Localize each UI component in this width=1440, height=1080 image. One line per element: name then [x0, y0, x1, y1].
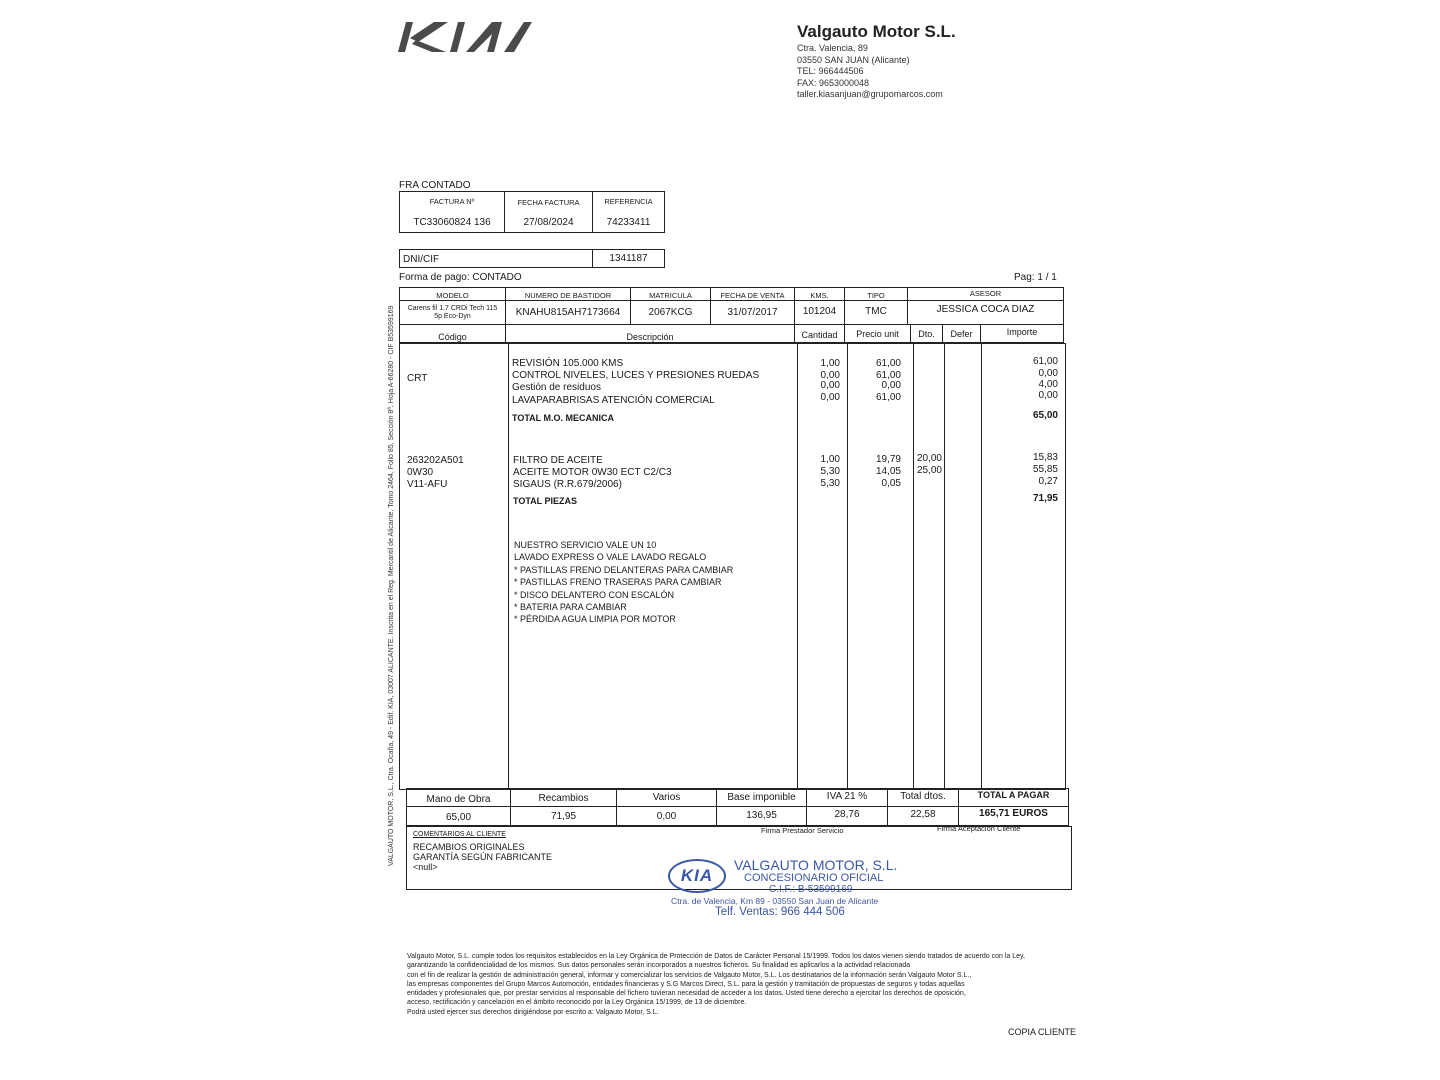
- line-price: 61,00: [875, 392, 901, 403]
- part-price: 14,05: [875, 466, 901, 477]
- legal-line: las empresas componentes del Grupo Marcos Automoción, entidades financieras y S.G Marcos Direct, S.L. para la gestión y tramitación de propuestas de seguros y todas aquellas: [407, 980, 965, 988]
- comments-label: COMENTARIOS AL CLIENTE: [413, 831, 506, 838]
- labour-total-value: 65,00: [1032, 410, 1058, 421]
- total-header-dtos: Total dtos.: [900, 791, 946, 802]
- note-line: * BATERIA PARA CAMBIAR: [514, 602, 627, 613]
- col-importe: Importe: [1006, 327, 1038, 337]
- part-amount: 55,85: [1032, 464, 1058, 475]
- col-bastidor: NUMERO DE BASTIDOR: [524, 291, 612, 300]
- col-kms: KMS.: [810, 291, 829, 300]
- stamp-name: VALGAUTO MOTOR, S.L.: [734, 857, 898, 873]
- line-desc: Gestión de residuos: [512, 382, 601, 393]
- col-asesor: ASESOR: [969, 289, 1002, 298]
- firma-prestador: Firma Prestador Servicio: [761, 826, 844, 835]
- part-desc: FILTRO DE ACEITE: [513, 455, 603, 466]
- parts-total-value: 71,95: [1032, 493, 1058, 504]
- legal-line: entidades y profesionales que, por prestar servicios al responsable del fichero tuvieran necesidad de acceder a los datos. Usted tiene derecho a ejercitar los derechos de oposición,: [407, 990, 966, 998]
- part-amount: 15,83: [1032, 452, 1058, 463]
- stamp-cif: C.I.F.: B-53599169: [769, 884, 853, 895]
- part-price: 19,79: [875, 454, 901, 465]
- line-qty: 0,00: [820, 392, 840, 403]
- note-line: * PASTILLAS FRENO DELANTERAS PARA CAMBIAR: [514, 564, 734, 575]
- part-code: 0W30: [407, 467, 434, 478]
- part-qty: 5,30: [820, 478, 840, 489]
- col-cantidad: Cantidad: [801, 330, 838, 340]
- total-varios: 0,00: [656, 811, 677, 822]
- labour-code: CRT: [407, 373, 428, 384]
- vehicle-sale-date: 31/07/2017: [727, 307, 778, 318]
- vehicle-advisor: JESSICA COCA DIAZ: [936, 304, 1035, 315]
- dealer-stamp: [664, 855, 924, 921]
- address-line: FAX: 9653000048: [797, 77, 870, 88]
- company-name: Valgauto Motor S.L.: [797, 22, 956, 41]
- kia-logo: [396, 14, 536, 56]
- total-pagar: 165,71 EUROS: [979, 808, 1048, 819]
- stamp-kia-logo: [668, 859, 726, 893]
- comment-line: GARANTÍA SEGÚN FABRICANTE: [413, 852, 553, 862]
- line-amount: 0,00: [1038, 368, 1058, 379]
- part-code: V11-AFU: [407, 479, 448, 490]
- part-price: 0,05: [881, 478, 901, 489]
- company-address: [797, 43, 943, 101]
- vehicle-plate: 2067KCG: [648, 307, 693, 318]
- part-amount: 0,27: [1038, 476, 1058, 487]
- total-iva: 28,76: [834, 809, 860, 820]
- header-fecha: FECHA FACTURA: [517, 198, 580, 207]
- header-referencia: REFERENCIA: [604, 197, 653, 206]
- payment-method: Forma de pago: CONTADO: [399, 272, 522, 283]
- page-number: Pag: 1 / 1: [1014, 272, 1057, 283]
- labour-line: [512, 390, 1062, 407]
- note-line: * PASTILLAS FRENO TRASERAS PARA CAMBIAR: [514, 577, 722, 588]
- comment-line: RECAMBIOS ORIGINALES: [413, 842, 525, 852]
- labour-total-label: TOTAL M.O. MECANICA: [512, 413, 614, 423]
- legal-line: garantizando la confidencialidad de los mismos. Sus datos personales serán incorporados a nuestros ficheros. Su finalidad es aplicarlos a la actividad relacionada: [407, 962, 911, 970]
- legal-text: [407, 952, 1025, 1017]
- stamp-address: Ctra. de Valencia, Km 89 - 03550 San Juan de Alicante: [671, 896, 879, 906]
- col-matricula: MATRICULA: [649, 291, 692, 300]
- address-line: TEL: 966444506: [797, 66, 864, 76]
- total-header-recambios: Recambios: [538, 793, 589, 804]
- note-line: LAVADO EXPRESS O VALE LAVADO REGALO: [514, 552, 707, 563]
- firma-aceptacion: Firma Aceptación Cliente: [937, 824, 1021, 833]
- part-dto: 20,00: [916, 453, 942, 464]
- invoice-reference: 74233411: [606, 217, 651, 228]
- col-dto: Dto.: [918, 329, 935, 339]
- part-dto: 25,00: [916, 465, 942, 476]
- total-dtos: 22,58: [910, 809, 936, 820]
- client-comments: [413, 842, 552, 872]
- col-defer: Defer: [950, 329, 973, 339]
- line-qty: 1,00: [820, 358, 840, 369]
- line-amount: 0,00: [1038, 390, 1058, 401]
- address-line: taller.kiasanjuan@grupomarcos.com: [797, 89, 943, 99]
- parts-line: [407, 452, 1062, 467]
- part-qty: 1,00: [820, 454, 840, 465]
- legal-line: Valgauto Motor, S.L. cumple todos los requisitos establecidos en la Ley Orgánica de Protección de Datos de Carácter Personal 15/1999. Todos los datos vienen siendo tratados de acuerdo con la Ley,: [407, 953, 1025, 960]
- line-desc: LAVAPARABRISAS ATENCIÓN COMERCIAL: [512, 395, 715, 406]
- vehicle-model-2: 5p Eco-Dyn: [434, 313, 471, 320]
- dni-value: 1341187: [609, 253, 648, 264]
- total-recambios: 71,95: [550, 811, 577, 822]
- total-mano: 65,00: [445, 812, 472, 823]
- line-price: 61,00: [875, 358, 901, 369]
- note-line: * PÉRDIDA AGUA LIMPIA POR MOTOR: [514, 614, 676, 625]
- line-desc: CONTROL NIVELES, LUCES Y PRESIONES RUEDAS: [512, 370, 760, 381]
- invoice-date: 27/08/2024: [523, 217, 574, 228]
- note-line: NUESTRO SERVICIO VALE UN 10: [514, 540, 657, 550]
- part-code: 263202A501: [407, 455, 464, 466]
- vehicle-vin: KNAHU815AH7173664: [515, 307, 621, 318]
- stamp-subtitle: CONCESIONARIO OFICIAL: [744, 872, 884, 884]
- part-desc: ACEITE MOTOR 0W30 ECT C2/C3: [513, 467, 672, 478]
- invoice-type: FRA CONTADO: [399, 180, 471, 191]
- stamp-logo-text: KIA: [680, 866, 714, 885]
- comment-line: <null>: [413, 862, 438, 872]
- copy-label: COPIA CLIENTE: [1008, 1027, 1077, 1037]
- line-qty: 0,00: [820, 380, 840, 391]
- legal-line: Podrá usted ejercer sus derechos dirigiéndose por escrito a: Valgauto Motor, S.L.: [407, 1008, 659, 1016]
- parts-line: [407, 476, 1062, 491]
- address-line: 03550 SAN JUAN (Alicante): [797, 54, 910, 65]
- stamp-phone: Telf. Ventas: 966 444 506: [715, 906, 845, 918]
- note-line: * DISCO DELANTERO CON ESCALÓN: [514, 589, 675, 600]
- col-descripcion: Descripción: [626, 332, 674, 342]
- col-precio: Precio unit: [856, 329, 899, 339]
- dni-label: DNI/CIF: [403, 254, 440, 265]
- col-fecha-venta: FECHA DE VENTA: [720, 291, 785, 300]
- col-modelo: MODELO: [436, 291, 469, 300]
- total-header-varios: Varios: [652, 792, 681, 803]
- total-header-pagar: TOTAL A PAGAR: [977, 790, 1050, 800]
- total-header-mano: Mano de Obra: [426, 794, 491, 805]
- legal-line: acceso, rectificación y cancelación en el ámbito reconocido por la Ley Orgánica 15/1999, de 13 de diciembre.: [407, 999, 747, 1007]
- line-price: 61,00: [875, 370, 901, 381]
- parts-line: [407, 464, 1062, 479]
- total-header-iva: IVA 21 %: [826, 791, 868, 802]
- header-factura: FACTURA Nº: [429, 197, 475, 206]
- vehicle-model-1: Carens fil 1.7 CRDi Tech 115: [407, 305, 498, 312]
- vehicle-kms: 101204: [802, 306, 837, 317]
- part-desc: SIGAUS (R.R.679/2006): [513, 479, 622, 490]
- address-line: Ctra. Valencia, 89: [797, 43, 868, 53]
- part-qty: 5,30: [820, 466, 840, 477]
- parts-total-label: TOTAL PIEZAS: [513, 496, 578, 506]
- line-qty: 0,00: [820, 370, 840, 381]
- col-tipo: TIPO: [867, 291, 885, 300]
- line-desc: REVISIÓN 105.000 KMS: [512, 358, 624, 369]
- registry-side-text: VALGAUTO MOTOR, S.L., Ctra. Ocaña, 49 - Edif. KIA, 03007 ALICANTE. Inscrita en el Reg. Mercantil de Alicante, Tomo 2464, Folio 85, Sección 8ª, Hoja A-66280 - CIF B53599169: [388, 305, 395, 866]
- invoice-number: TC33060824 136: [413, 217, 491, 228]
- total-base: 136,95: [746, 810, 777, 821]
- total-header-base: Base imponible: [727, 792, 796, 803]
- legal-line: con el fin de realizar la gestión de administración general, informar y comercializar los servicios de Valgauto Motor, S.L. Los destinatarios de la información serán Valgauto Motor S.L.,: [407, 971, 972, 979]
- line-amount: 4,00: [1038, 379, 1058, 390]
- line-price: 0,00: [881, 380, 901, 391]
- line-amount: 61,00: [1032, 356, 1058, 367]
- col-codigo: Código: [438, 332, 467, 342]
- vehicle-type: TMC: [865, 306, 887, 317]
- service-notes: [514, 539, 733, 626]
